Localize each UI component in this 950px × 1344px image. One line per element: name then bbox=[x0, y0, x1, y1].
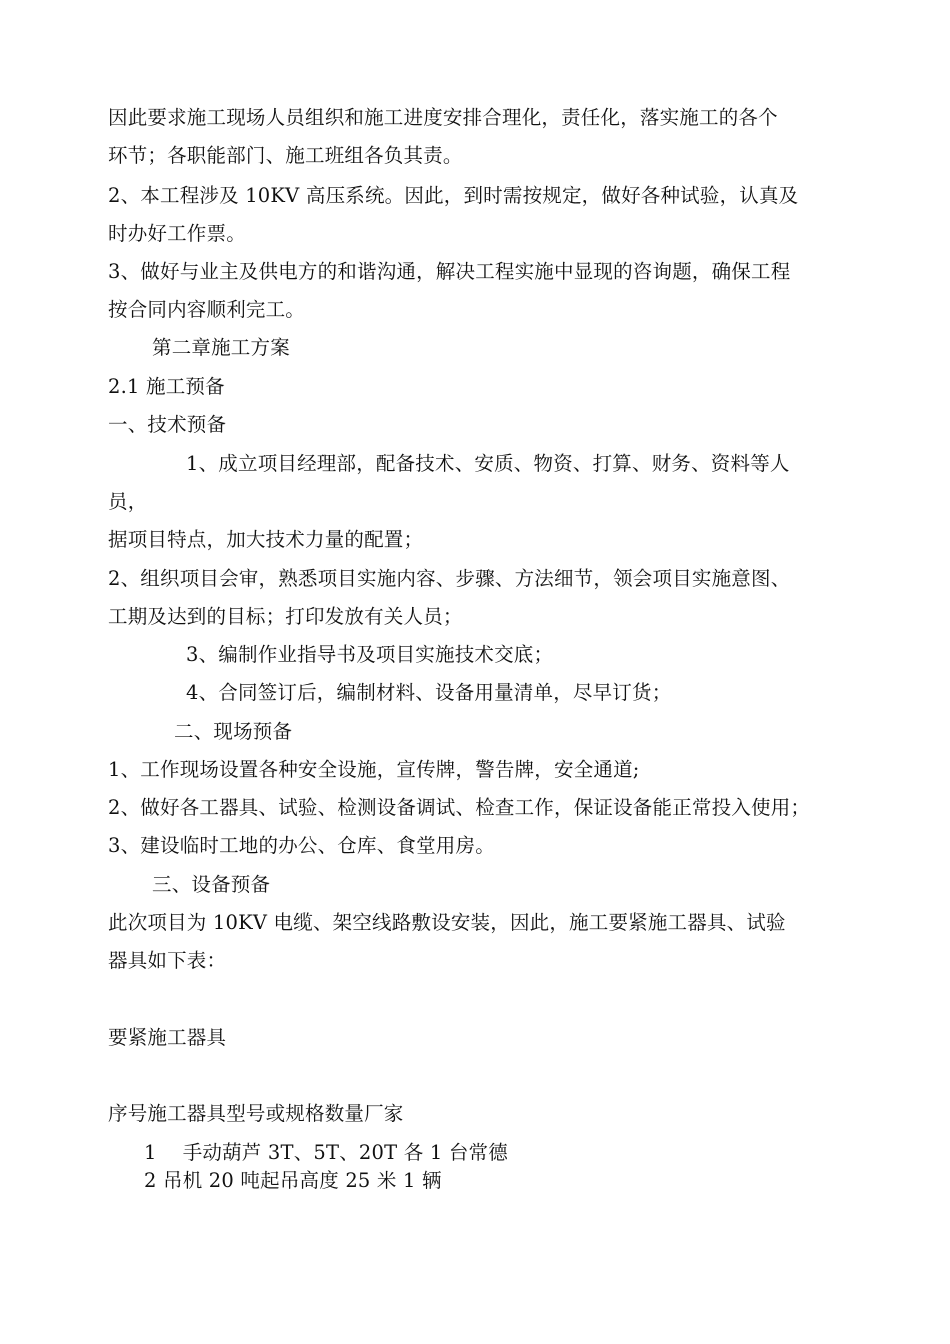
text-line: 2、组织项目会审，熟悉项目实施内容、步骤、方法细节，领会项目实施意图、 bbox=[108, 567, 791, 590]
table-row: 2 吊机 20 吨起吊高度 25 米 1 辆 bbox=[144, 1169, 442, 1192]
text-line: 员， bbox=[108, 490, 148, 513]
text-line: 3、做好与业主及供电方的和谐沟通，解决工程实施中显现的咨询题，确保工程 bbox=[108, 260, 791, 283]
text-line: 4、合同签订后，编制材料、设备用量清单，尽早订货； bbox=[186, 681, 672, 704]
text-line: 环节；各职能部门、施工班组各负其责。 bbox=[108, 144, 463, 167]
subsection-heading: 一、技术预备 bbox=[108, 413, 227, 436]
text-line: 工期及达到的目标；打印发放有关人员； bbox=[108, 605, 463, 628]
table-title: 要紧施工器具 bbox=[108, 1026, 227, 1049]
text-line: 器具如下表： bbox=[108, 949, 227, 972]
text-line: 1、工作现场设置各种安全设施，宣传牌，警告牌，安全通道; bbox=[108, 758, 640, 781]
text-line: 1、成立项目经理部，配备技术、安质、物资、打算、财务、资料等人 bbox=[186, 452, 790, 475]
subsection-heading: 二、现场预备 bbox=[174, 720, 293, 743]
table-row: 1 手动葫芦 3T、5T、20T 各 1 台常德 bbox=[144, 1141, 508, 1164]
chapter-heading: 第二章施工方案 bbox=[152, 336, 290, 359]
text-line: 2、本工程涉及 10KV 高压系统。因此，到时需按规定，做好各种试验，认真及 bbox=[108, 184, 799, 207]
text-line: 2、做好各工器具、试验、检测设备调试、检查工作，保证设备能正常投入使用； bbox=[108, 796, 811, 819]
table-header: 序号施工器具型号或规格数量厂家 bbox=[108, 1102, 404, 1125]
text-line: 因此要求施工现场人员组织和施工进度安排合理化，责任化，落实施工的各个 bbox=[108, 106, 778, 129]
text-line: 3、建设临时工地的办公、仓库、食堂用房。 bbox=[108, 834, 495, 857]
text-line: 时办好工作票。 bbox=[108, 222, 246, 245]
text-line: 按合同内容顺利完工。 bbox=[108, 298, 306, 321]
text-line: 3、编制作业指导书及项目实施技术交底； bbox=[186, 643, 554, 666]
section-heading: 2.1 施工预备 bbox=[108, 375, 225, 398]
text-line: 据项目特点，加大技术力量的配置； bbox=[108, 528, 424, 551]
text-line: 此次项目为 10KV 电缆、架空线路敷设安装，因此，施工要紧施工器具、试验 bbox=[108, 911, 786, 934]
subsection-heading: 三、设备预备 bbox=[152, 873, 271, 896]
